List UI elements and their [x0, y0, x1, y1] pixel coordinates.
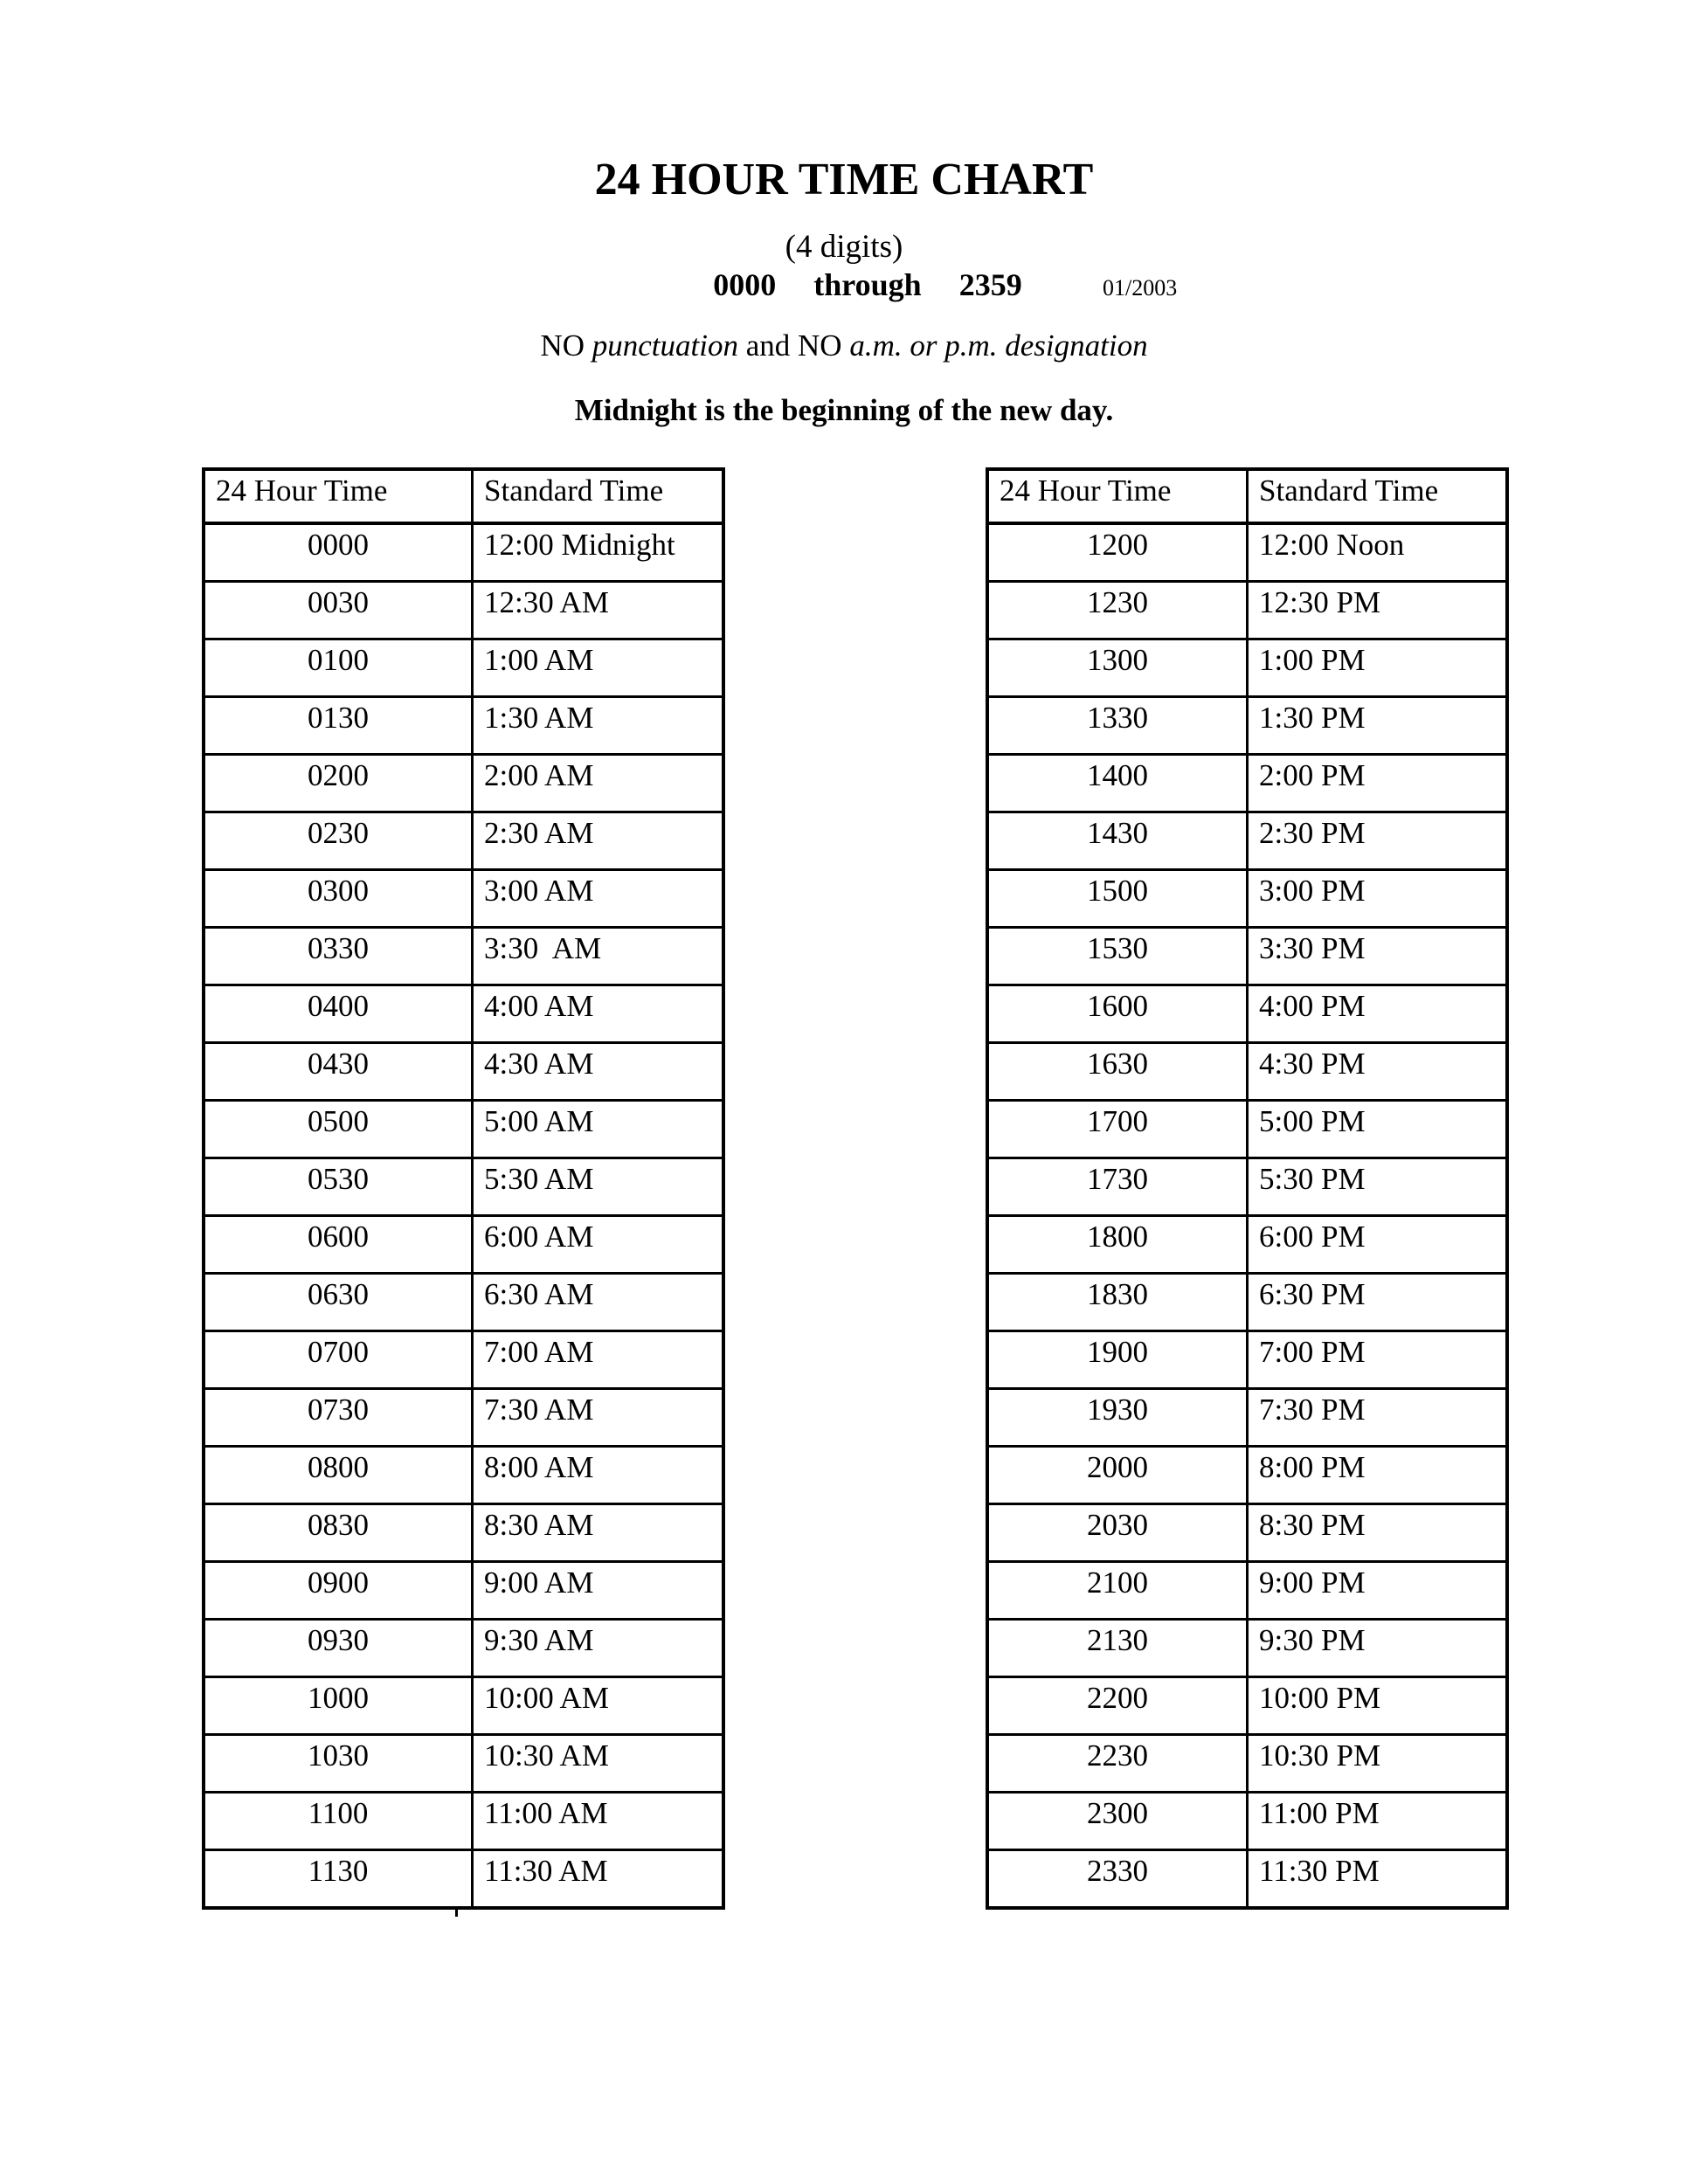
- range-group: [713, 266, 1021, 304]
- table-row: [204, 1101, 723, 1158]
- cell-standard-time: 7:30 AM: [473, 1389, 724, 1447]
- table-row: [987, 639, 1507, 697]
- cell-standard-time: 10:00 AM: [473, 1677, 724, 1735]
- cell-standard-time: 10:30 PM: [1248, 1735, 1508, 1793]
- cell-standard-time: 2:30 PM: [1248, 812, 1508, 870]
- cell-24hour-time: 1300: [987, 639, 1248, 697]
- cell-standard-time: 5:00 PM: [1248, 1101, 1508, 1158]
- table-row: [987, 1331, 1507, 1389]
- table-row: [987, 928, 1507, 985]
- cell-24hour-time: 2200: [987, 1677, 1248, 1735]
- cell-24hour-time: 1830: [987, 1274, 1248, 1331]
- table-row: [987, 1677, 1507, 1735]
- table-row: [987, 812, 1507, 870]
- table-row: [987, 1158, 1507, 1216]
- table-row: [204, 755, 723, 812]
- table-row: [204, 870, 723, 928]
- cell-24hour-time: 1730: [987, 1158, 1248, 1216]
- rule-segment-ampm: a.m. or p.m. designation: [849, 328, 1148, 363]
- rule-segment-punctuation: punctuation: [591, 328, 738, 363]
- cell-24hour-time: 1400: [987, 755, 1248, 812]
- range-line: [0, 266, 1688, 304]
- table-row: [204, 1850, 723, 1909]
- table-row: [204, 523, 723, 582]
- cell-24hour-time: 1930: [987, 1389, 1248, 1447]
- cell-24hour-time: 0900: [204, 1562, 473, 1620]
- table-row: [987, 1735, 1507, 1793]
- rule-segment-no1: NO: [540, 328, 592, 363]
- cell-standard-time: 1:00 AM: [473, 639, 724, 697]
- table-row: [987, 1562, 1507, 1620]
- cell-24hour-time: 1600: [987, 985, 1248, 1043]
- cell-standard-time: 6:00 PM: [1248, 1216, 1508, 1274]
- table-row: [204, 812, 723, 870]
- right-time-table: [986, 467, 1509, 1910]
- table-row: [987, 985, 1507, 1043]
- cell-24hour-time: 1530: [987, 928, 1248, 985]
- header-row: [204, 469, 723, 523]
- table-row: [204, 1158, 723, 1216]
- cell-standard-time: 11:00 PM: [1248, 1793, 1508, 1850]
- cell-standard-time: 4:00 AM: [473, 985, 724, 1043]
- cell-standard-time: 7:00 PM: [1248, 1331, 1508, 1389]
- cell-24hour-time: 1500: [987, 870, 1248, 928]
- cell-24hour-time: 0730: [204, 1389, 473, 1447]
- table-row: [204, 1793, 723, 1850]
- cell-24hour-time: 1130: [204, 1850, 473, 1909]
- cell-24hour-time: 1230: [987, 582, 1248, 639]
- table-row: [987, 1447, 1507, 1504]
- cell-24hour-time: 2230: [987, 1735, 1248, 1793]
- cell-standard-time: 12:30 PM: [1248, 582, 1508, 639]
- cell-24hour-time: 0600: [204, 1216, 473, 1274]
- cell-24hour-time: 0430: [204, 1043, 473, 1101]
- cell-standard-time: 4:30 AM: [473, 1043, 724, 1101]
- cell-standard-time: 5:30 PM: [1248, 1158, 1508, 1216]
- cell-standard-time: 2:30 AM: [473, 812, 724, 870]
- table-row: [987, 755, 1507, 812]
- range-start: 0000: [713, 267, 777, 302]
- cell-standard-time: 3:30 PM: [1248, 928, 1508, 985]
- cell-24hour-time: 1330: [987, 697, 1248, 755]
- cell-standard-time: 10:30 AM: [473, 1735, 724, 1793]
- table-row: [204, 1331, 723, 1389]
- cell-standard-time: 6:00 AM: [473, 1216, 724, 1274]
- cell-standard-time: 2:00 AM: [473, 755, 724, 812]
- table-row: [987, 523, 1507, 582]
- rule-segment-no2: and NO: [737, 328, 850, 363]
- table-row: [987, 1389, 1507, 1447]
- note-line: Midnight is the beginning of the new day.: [574, 393, 1114, 427]
- cell-standard-time: 6:30 AM: [473, 1274, 724, 1331]
- table-row: [204, 639, 723, 697]
- table-row: [204, 1620, 723, 1677]
- table-row: [204, 1504, 723, 1562]
- cell-standard-time: 8:30 PM: [1248, 1504, 1508, 1562]
- cell-standard-time: 4:30 PM: [1248, 1043, 1508, 1101]
- cell-24hour-time: 0700: [204, 1331, 473, 1389]
- cell-standard-time: 9:30 AM: [473, 1620, 724, 1677]
- cell-standard-time: 8:00 AM: [473, 1447, 724, 1504]
- table-row: [987, 1043, 1507, 1101]
- subtitle-digits: (4 digits): [785, 229, 903, 265]
- column-header-standard: Standard Time: [473, 469, 724, 523]
- cell-standard-time: 11:30 AM: [473, 1850, 724, 1909]
- table-row: [204, 1447, 723, 1504]
- cell-24hour-time: 0530: [204, 1158, 473, 1216]
- page-title: 24 HOUR TIME CHART: [594, 155, 1094, 204]
- cell-standard-time: 8:00 PM: [1248, 1447, 1508, 1504]
- cell-24hour-time: 2330: [987, 1850, 1248, 1909]
- cell-24hour-time: 1630: [987, 1043, 1248, 1101]
- table-row: [204, 1677, 723, 1735]
- cell-standard-time: 6:30 PM: [1248, 1274, 1508, 1331]
- table-row: [204, 697, 723, 755]
- cell-standard-time: 4:00 PM: [1248, 985, 1508, 1043]
- cell-standard-time: 5:00 AM: [473, 1101, 724, 1158]
- cell-standard-time: 3:00 PM: [1248, 870, 1508, 928]
- cell-24hour-time: 1100: [204, 1793, 473, 1850]
- range-connector: through: [813, 267, 922, 302]
- table-row: [987, 1274, 1507, 1331]
- table-row: [987, 1504, 1507, 1562]
- cell-24hour-time: 0630: [204, 1274, 473, 1331]
- cell-24hour-time: 0030: [204, 582, 473, 639]
- table-row: [987, 1216, 1507, 1274]
- table-row: [204, 1389, 723, 1447]
- cell-24hour-time: 0400: [204, 985, 473, 1043]
- cell-standard-time: 1:30 PM: [1248, 697, 1508, 755]
- cell-24hour-time: 0830: [204, 1504, 473, 1562]
- cell-standard-time: 12:00 Midnight: [473, 523, 724, 582]
- cell-standard-time: 7:00 AM: [473, 1331, 724, 1389]
- cell-standard-time: 11:00 AM: [473, 1793, 724, 1850]
- cell-standard-time: 7:30 PM: [1248, 1389, 1508, 1447]
- cell-standard-time: 2:00 PM: [1248, 755, 1508, 812]
- column-header-24hour: 24 Hour Time: [204, 469, 473, 523]
- cell-24hour-time: 0300: [204, 870, 473, 928]
- cell-24hour-time: 0000: [204, 523, 473, 582]
- cell-standard-time: 12:30 AM: [473, 582, 724, 639]
- cell-standard-time: 1:00 PM: [1248, 639, 1508, 697]
- cell-standard-time: 10:00 PM: [1248, 1677, 1508, 1735]
- table-row: [987, 1101, 1507, 1158]
- cell-24hour-time: 0130: [204, 697, 473, 755]
- divider-tick: [455, 1906, 458, 1917]
- cell-24hour-time: 2100: [987, 1562, 1248, 1620]
- table-row: [204, 1043, 723, 1101]
- cell-standard-time: 9:00 AM: [473, 1562, 724, 1620]
- cell-standard-time: 3:30 AM: [473, 928, 724, 985]
- cell-standard-time: 9:30 PM: [1248, 1620, 1508, 1677]
- table-row: [204, 582, 723, 639]
- cell-24hour-time: 1800: [987, 1216, 1248, 1274]
- table-row: [987, 1850, 1507, 1909]
- cell-24hour-time: 0800: [204, 1447, 473, 1504]
- cell-24hour-time: 1430: [987, 812, 1248, 870]
- cell-24hour-time: 0500: [204, 1101, 473, 1158]
- cell-24hour-time: 2300: [987, 1793, 1248, 1850]
- cell-24hour-time: 0200: [204, 755, 473, 812]
- table-row: [987, 1793, 1507, 1850]
- cell-24hour-time: 1700: [987, 1101, 1248, 1158]
- cell-standard-time: 8:30 AM: [473, 1504, 724, 1562]
- revision-date: 01/2003: [1103, 275, 1178, 301]
- table-row: [987, 1620, 1507, 1677]
- table-row: [204, 1562, 723, 1620]
- cell-24hour-time: 1200: [987, 523, 1248, 582]
- cell-24hour-time: 1030: [204, 1735, 473, 1793]
- cell-24hour-time: 2030: [987, 1504, 1248, 1562]
- table-row: [204, 985, 723, 1043]
- cell-24hour-time: 0100: [204, 639, 473, 697]
- table-row: [987, 697, 1507, 755]
- table-row: [987, 870, 1507, 928]
- table-row: [204, 928, 723, 985]
- table-row: [204, 1216, 723, 1274]
- column-header-24hour: 24 Hour Time: [987, 469, 1248, 523]
- cell-standard-time: 5:30 AM: [473, 1158, 724, 1216]
- range-end: 2359: [958, 267, 1022, 302]
- cell-standard-time: 12:00 Noon: [1248, 523, 1508, 582]
- cell-standard-time: 9:00 PM: [1248, 1562, 1508, 1620]
- cell-24hour-time: 0930: [204, 1620, 473, 1677]
- cell-24hour-time: 2130: [987, 1620, 1248, 1677]
- cell-24hour-time: 1900: [987, 1331, 1248, 1389]
- cell-24hour-time: 1000: [204, 1677, 473, 1735]
- left-time-table: [202, 467, 725, 1910]
- header-row: [987, 469, 1507, 523]
- cell-24hour-time: 0330: [204, 928, 473, 985]
- cell-24hour-time: 2000: [987, 1447, 1248, 1504]
- rule-line: [0, 328, 1688, 364]
- cell-standard-time: 11:30 PM: [1248, 1850, 1508, 1909]
- cell-standard-time: 1:30 AM: [473, 697, 724, 755]
- column-header-standard: Standard Time: [1248, 469, 1508, 523]
- cell-24hour-time: 0230: [204, 812, 473, 870]
- table-row: [987, 582, 1507, 639]
- table-row: [204, 1735, 723, 1793]
- cell-standard-time: 3:00 AM: [473, 870, 724, 928]
- table-row: [204, 1274, 723, 1331]
